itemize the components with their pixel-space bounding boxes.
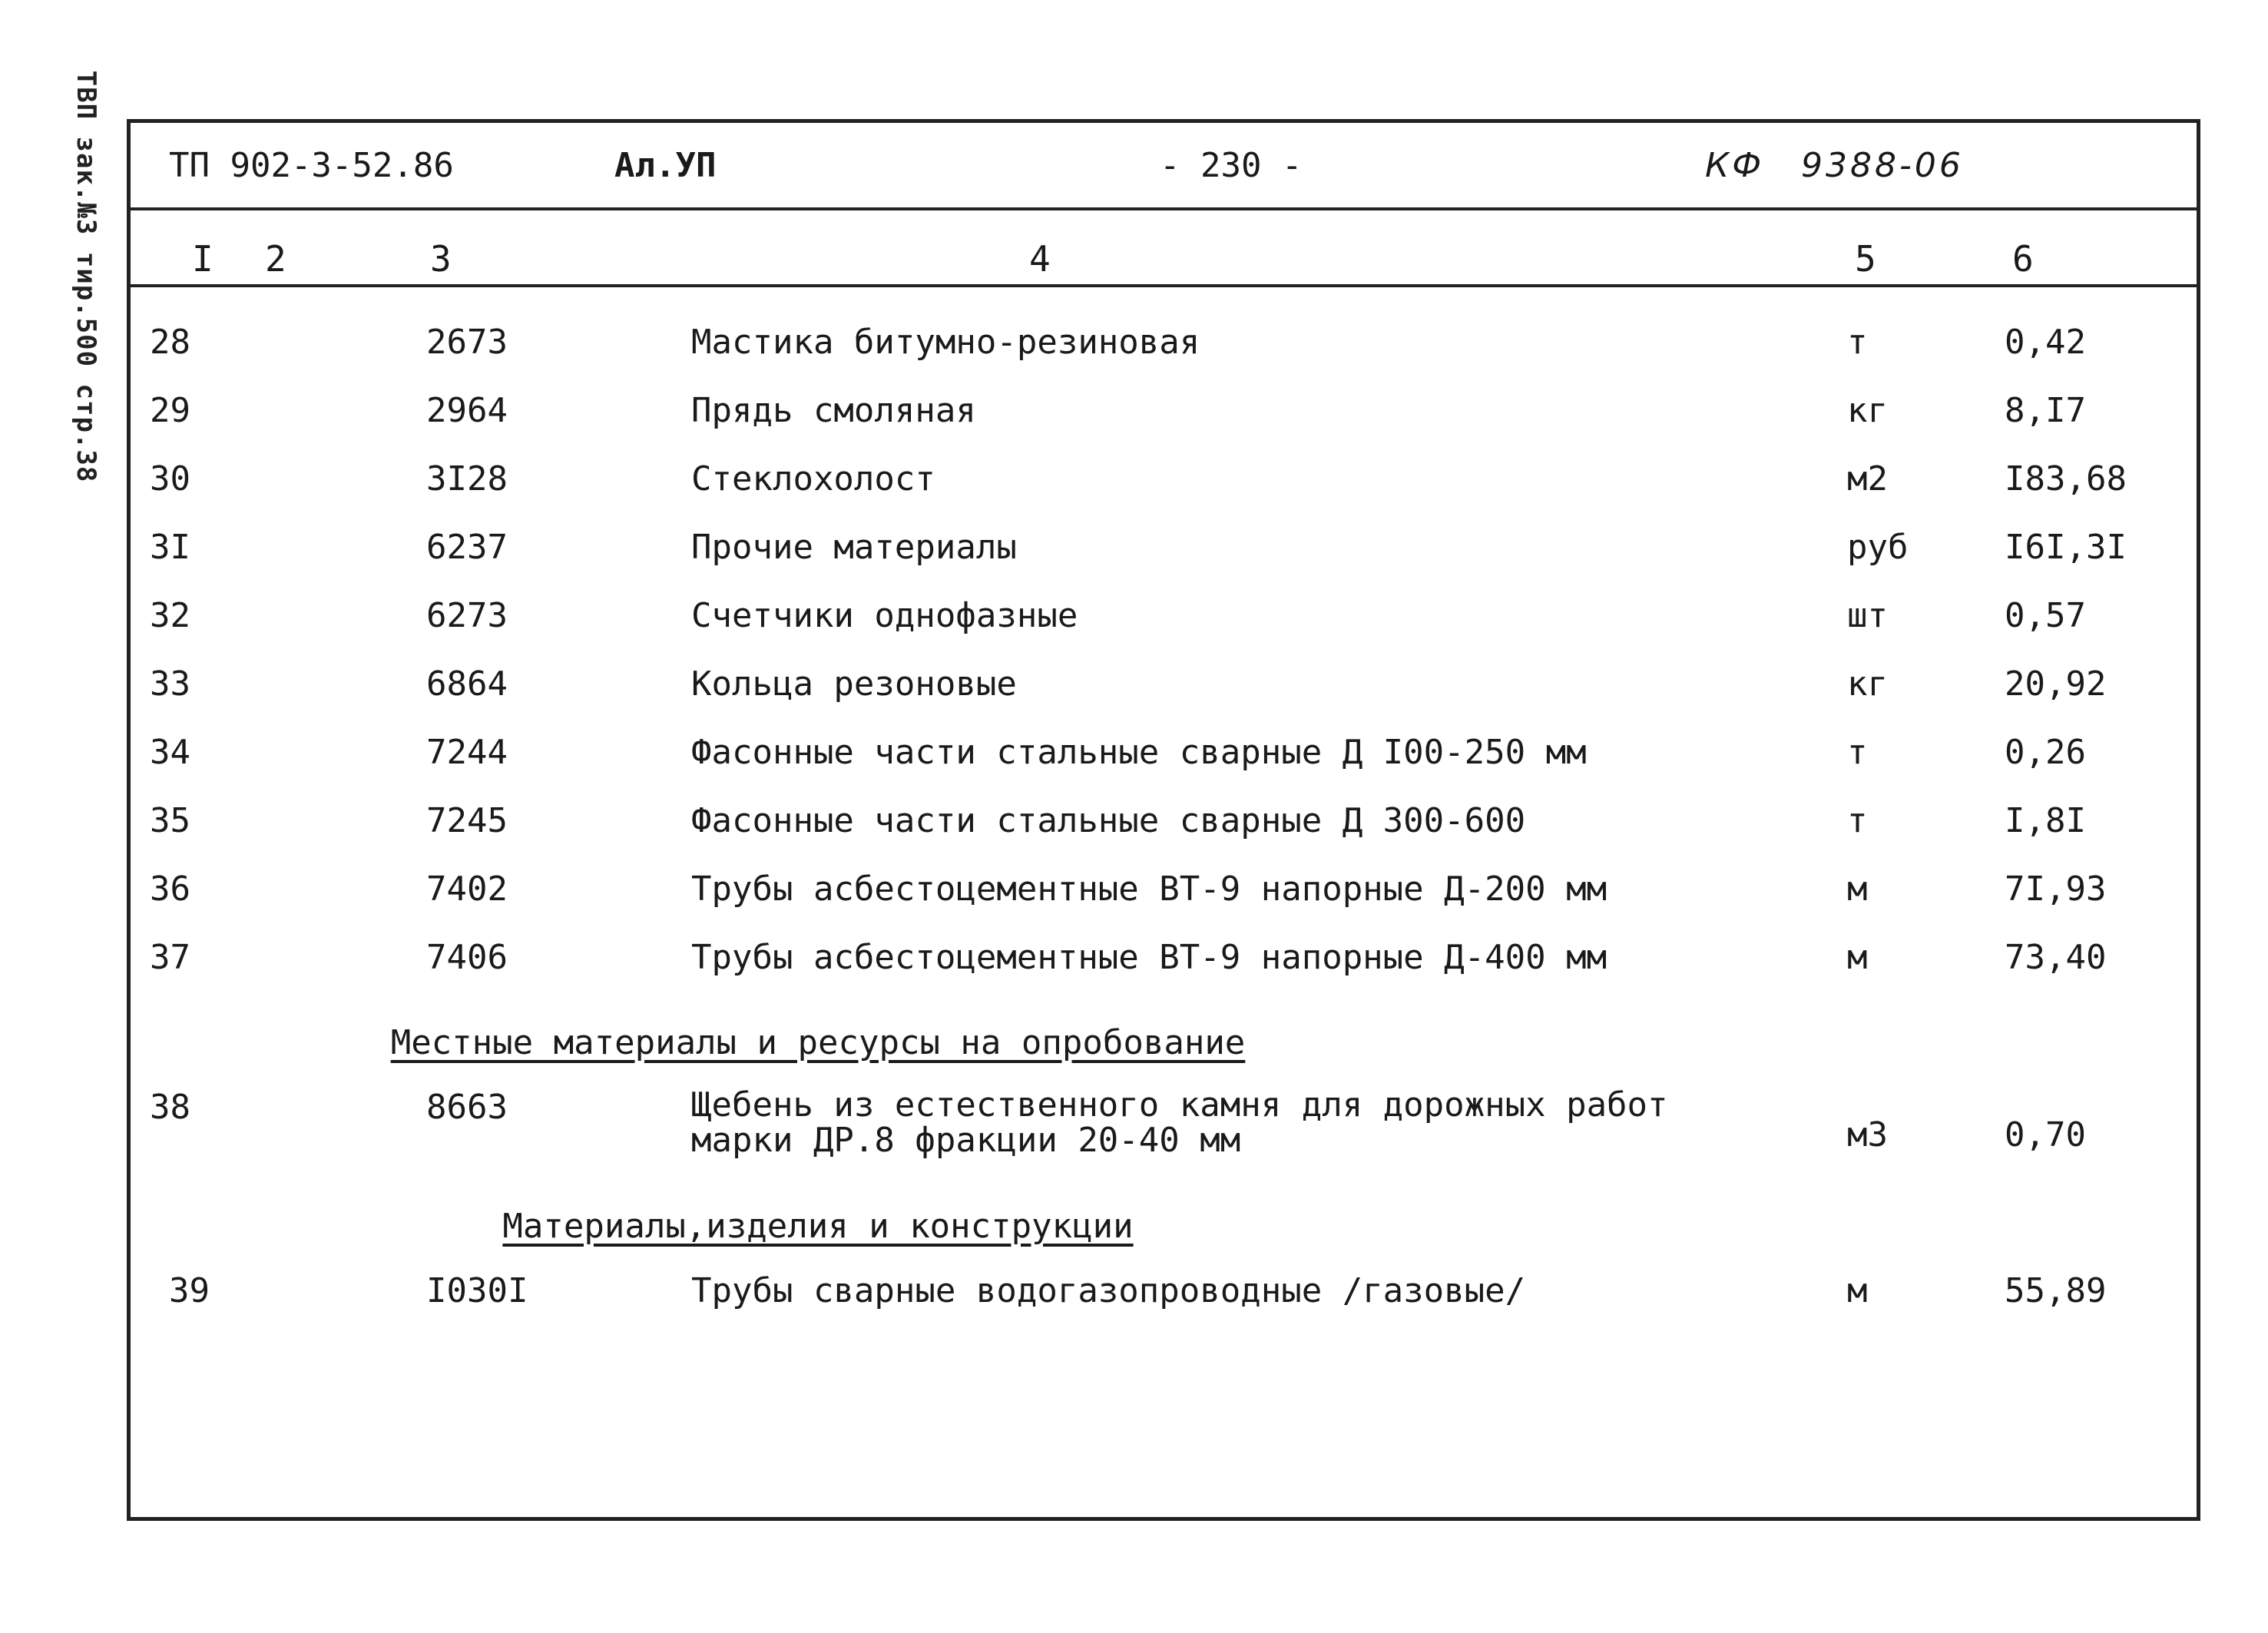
code-prefix: КФ xyxy=(1705,146,1765,185)
header-divider xyxy=(131,207,2197,210)
row-unit: м2 xyxy=(1847,459,1888,499)
column-header-2: 2 xyxy=(265,238,286,280)
section-title-local-materials: Местные материалы и ресурсы на опробование xyxy=(390,1023,1246,1062)
row-unit: м xyxy=(1847,938,1868,977)
row-code: 2964 xyxy=(426,391,508,430)
row-number: 3I xyxy=(150,528,190,567)
row-name: Фасонные части стальные сварные Д 300-600 xyxy=(691,801,1526,840)
row-quantity: I83,68 xyxy=(2005,459,2127,499)
row-number: 38 xyxy=(150,1088,190,1127)
row-name: Кольца резоновые xyxy=(691,664,1017,704)
row-code: 7245 xyxy=(426,801,508,840)
row-quantity: 0,57 xyxy=(2005,596,2086,635)
album-number: Ал.УП xyxy=(614,146,717,185)
project-number: ТП 902-3-52.86 xyxy=(169,146,454,185)
row-name: Стеклохолост xyxy=(691,459,935,499)
row-code: 3I28 xyxy=(426,459,508,499)
column-header-4: 4 xyxy=(1029,238,1051,280)
section-title-materials: Материалы,изделия и конструкции xyxy=(502,1207,1134,1246)
row-quantity: 0,70 xyxy=(2005,1115,2086,1154)
table-row xyxy=(131,938,2197,999)
row-quantity: 20,92 xyxy=(2005,664,2107,704)
row-name: Трубы асбестоцементные ВТ-9 напорные Д-400 мм xyxy=(691,938,1607,977)
row-quantity: 73,40 xyxy=(2005,938,2107,977)
table-row xyxy=(131,733,2197,794)
row-name: Трубы сварные водогазопроводные /газовые/ xyxy=(691,1271,1526,1310)
column-header-divider xyxy=(131,284,2197,287)
table-row xyxy=(131,323,2197,384)
row-code: 6273 xyxy=(426,596,508,635)
row-number: 35 xyxy=(150,801,190,840)
row-name: Фасонные части стальные сварные Д I00-250 мм xyxy=(691,733,1587,772)
table-row xyxy=(131,801,2197,863)
row-name-line-2: марки ДР.8 фракции 20-40 мм xyxy=(691,1121,1241,1160)
row-code: 7402 xyxy=(426,869,508,909)
row-unit: т xyxy=(1847,323,1868,362)
row-unit: кг xyxy=(1847,391,1888,430)
row-quantity: 8,I7 xyxy=(2005,391,2086,430)
row-code: 2673 xyxy=(426,323,508,362)
side-print-stamp: ТВП зак.№3 тир.500 стр.38 xyxy=(71,70,101,483)
row-name: Трубы асбестоцементные ВТ-9 напорные Д-200 мм xyxy=(691,869,1607,909)
row-code: 6237 xyxy=(426,528,508,567)
table-row xyxy=(131,869,2197,931)
table-row xyxy=(131,596,2197,658)
document-frame xyxy=(127,119,2200,1521)
column-header-6: 6 xyxy=(2012,238,2034,280)
table-row xyxy=(131,459,2197,521)
row-number: 36 xyxy=(150,869,190,909)
row-quantity: 0,42 xyxy=(2005,323,2086,362)
row-number: 33 xyxy=(150,664,190,704)
row-number: 34 xyxy=(150,733,190,772)
row-number: 39 xyxy=(169,1271,210,1310)
row-code: 8663 xyxy=(426,1088,508,1127)
row-number: 28 xyxy=(150,323,190,362)
row-name: Прочие материалы xyxy=(691,528,1017,567)
page-number: - 230 - xyxy=(1160,146,1303,185)
row-quantity: I,8I xyxy=(2005,801,2086,840)
row-quantity: 0,26 xyxy=(2005,733,2086,772)
table-row xyxy=(131,391,2197,452)
document-code: 9388-06 xyxy=(1801,146,1964,185)
row-quantity: I6I,3I xyxy=(2005,528,2127,567)
row-unit: м3 xyxy=(1847,1115,1888,1154)
column-header-1: I xyxy=(192,238,214,280)
row-number: 32 xyxy=(150,596,190,635)
row-name: Счетчики однофазные xyxy=(691,596,1078,635)
row-quantity: 7I,93 xyxy=(2005,869,2107,909)
column-header-3: 3 xyxy=(430,238,452,280)
row-code: 7244 xyxy=(426,733,508,772)
column-header-5: 5 xyxy=(1855,238,1876,280)
row-code: I030I xyxy=(426,1271,528,1310)
row-unit: шт xyxy=(1847,596,1888,635)
row-number: 29 xyxy=(150,391,190,430)
row-name: Мастика битумно-резиновая xyxy=(691,323,1200,362)
row-unit: м xyxy=(1847,869,1868,909)
row-name-line-1: Щебень из естественного камня для дорожных работ xyxy=(691,1085,1668,1125)
table-row xyxy=(131,664,2197,726)
row-unit: м xyxy=(1847,1271,1868,1310)
row-name: Прядь смоляная xyxy=(691,391,976,430)
row-number: 30 xyxy=(150,459,190,499)
row-unit: кг xyxy=(1847,664,1888,704)
row-unit: руб xyxy=(1847,528,1909,567)
table-row xyxy=(131,1271,2197,1333)
row-code: 7406 xyxy=(426,938,508,977)
row-number: 37 xyxy=(150,938,190,977)
row-unit: т xyxy=(1847,733,1868,772)
row-quantity: 55,89 xyxy=(2005,1271,2107,1310)
row-unit: т xyxy=(1847,801,1868,840)
table-row-values xyxy=(131,1115,2197,1177)
row-code: 6864 xyxy=(426,664,508,704)
table-row xyxy=(131,528,2197,589)
